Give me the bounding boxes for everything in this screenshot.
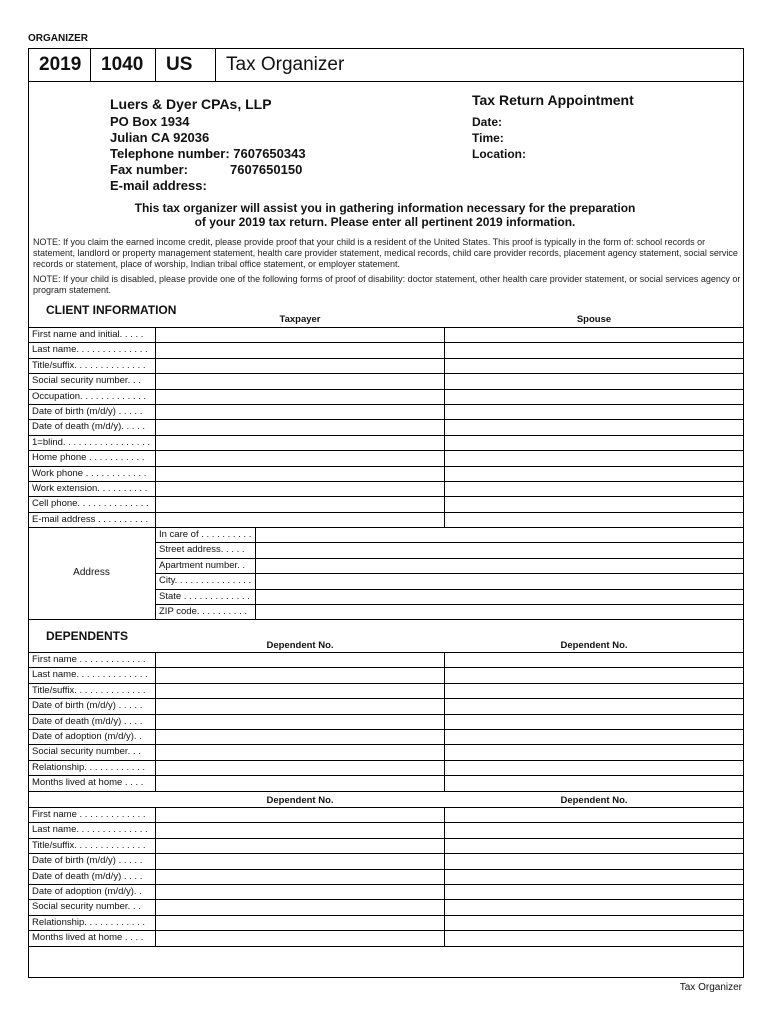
spouse-field[interactable] (445, 512, 744, 527)
note-disabled: NOTE: If your child is disabled, please provide one of the following forms of proof of disability: doctor statement, other health care provider statement, or social services agency or program statement. (33, 274, 741, 295)
spouse-field[interactable] (445, 389, 744, 404)
spouse-field[interactable] (445, 450, 744, 465)
dependent-row-label: Months lived at home . . . . (32, 777, 144, 789)
client-row-label: Date of death (m/d/y). . . . . (32, 421, 145, 433)
dependent-field[interactable] (445, 884, 744, 899)
client-section-title: CLIENT INFORMATION (46, 303, 177, 317)
dependent-row-label: Date of birth (m/d/y) . . . . . (32, 855, 143, 867)
dependent-field[interactable] (445, 667, 744, 682)
rule-line (28, 946, 744, 947)
dependents-section-title: DEPENDENTS (46, 629, 129, 643)
dependent-field[interactable] (445, 744, 744, 759)
dependent-field[interactable] (156, 775, 444, 790)
dependent-field[interactable] (156, 838, 444, 853)
spouse-field[interactable] (445, 327, 744, 342)
rule-line (444, 327, 445, 527)
spouse-field[interactable] (445, 435, 744, 450)
dependent-row-label: Title/suffix. . . . . . . . . . . . . . (32, 839, 146, 851)
spouse-field[interactable] (445, 404, 744, 419)
dependent-field[interactable] (445, 869, 744, 884)
appointment-block (472, 92, 634, 162)
spouse-field[interactable] (445, 481, 744, 496)
taxpayer-field[interactable] (156, 358, 444, 373)
client-row-label: 1=blind. . . . . . . . . . . . . . . . . (32, 436, 151, 448)
appointment-time: Time: (472, 131, 504, 145)
fax-value: 7607650150 (230, 162, 303, 177)
dependent-field[interactable] (156, 884, 444, 899)
form-label: ORGANIZER (28, 33, 88, 44)
rule-line (444, 652, 445, 791)
address-row-label: Apartment number. . (159, 559, 246, 571)
rule-line (155, 807, 156, 946)
appointment-location: Location: (472, 147, 526, 161)
dependent-field[interactable] (445, 930, 744, 945)
address-row-label: City. . . . . . . . . . . . . . . (159, 575, 252, 587)
dep-col-4: Dependent No. (560, 795, 628, 806)
dependent-field[interactable] (156, 822, 444, 837)
intro-line2: of your 2019 tax return. Please enter all pertinent 2019 information. (194, 215, 576, 229)
rule-line (155, 652, 156, 791)
firm-name: Luers & Dyer CPAs, LLP (110, 96, 272, 112)
dependent-field[interactable] (445, 899, 744, 914)
dependent-field[interactable] (445, 807, 744, 822)
intro-text (40, 201, 730, 229)
dependent-row-label: Date of death (m/d/y) . . . . (32, 715, 143, 727)
note-eic: NOTE: If you claim the earned income credit, please provide proof that your child is a resident of the United States. This proof is typically in the form of: school records or statement, landlord or property management statement, health care provider statement, medical records, child care provider records, placement agency statement, social service records or statement, place of worship, Indian tribal office statement, or employer statement. (33, 237, 738, 269)
spouse-field[interactable] (445, 373, 744, 388)
dependent-row-label: Months lived at home . . . . (32, 932, 144, 944)
header-title: Tax Organizer (226, 54, 345, 75)
dependent-field[interactable] (156, 683, 444, 698)
fax-label: Fax number: (110, 162, 189, 177)
dependent-row-label: Date of death (m/d/y) . . . . (32, 870, 143, 882)
rule-line (444, 807, 445, 946)
firm-address1: PO Box 1934 (110, 114, 190, 129)
phone-label: Telephone number: (110, 146, 230, 161)
client-row-label: Date of birth (m/d/y) . . . . . (32, 406, 143, 417)
client-row-label: Work extension. . . . . . . . . . (32, 483, 148, 494)
dependent-row-label: Date of birth (m/d/y) . . . . . (32, 700, 143, 712)
header-country: US (156, 49, 216, 81)
spouse-field[interactable] (445, 466, 744, 481)
dep-col-3: Dependent No. (266, 795, 334, 806)
rule-line (155, 527, 156, 619)
rule-line (28, 619, 744, 620)
dependent-field[interactable] (156, 760, 444, 775)
dependent-field[interactable] (445, 822, 744, 837)
address-row-label: ZIP code. . . . . . . . . . (159, 606, 247, 617)
phone-value: 7607650343 (233, 146, 306, 161)
dependent-field[interactable] (445, 683, 744, 698)
appointment-title: Tax Return Appointment (472, 92, 634, 108)
address-row-label: In care of . . . . . . . . . . (159, 529, 252, 540)
client-grid (28, 327, 744, 623)
spouse-field[interactable] (445, 496, 744, 511)
dependent-field[interactable] (156, 729, 444, 744)
address-field[interactable] (256, 542, 744, 557)
client-row-label: First name and initial. . . . . (32, 329, 144, 340)
spouse-field[interactable] (445, 419, 744, 434)
taxpayer-field[interactable] (156, 327, 444, 342)
address-field[interactable] (256, 527, 744, 542)
address-field[interactable] (256, 604, 744, 619)
rule-line (28, 791, 744, 792)
client-row-label: Social security number. . . (32, 375, 141, 387)
dependents-grid-1 (28, 652, 744, 792)
dependent-row-label: Last name. . . . . . . . . . . . . . (32, 669, 148, 681)
dependent-field[interactable] (445, 714, 744, 729)
header-bar (29, 49, 743, 82)
rule-line (255, 527, 256, 619)
spouse-field[interactable] (445, 358, 744, 373)
dependent-row-label: Date of adoption (m/d/y). . (32, 731, 142, 742)
taxpayer-field[interactable] (156, 342, 444, 357)
client-row-label: Occupation. . . . . . . . . . . . . (32, 390, 147, 402)
client-row-label: Last name. . . . . . . . . . . . . . (32, 344, 148, 356)
dependent-field[interactable] (156, 652, 444, 667)
dependent-field[interactable] (156, 915, 444, 930)
dependent-field[interactable] (445, 853, 744, 868)
dependent-field[interactable] (156, 744, 444, 759)
dependent-row-label: First name . . . . . . . . . . . . . (32, 654, 146, 665)
rule-line (155, 327, 156, 527)
dependent-field[interactable] (156, 869, 444, 884)
dependent-row-label: Relationship. . . . . . . . . . . . (32, 761, 145, 773)
address-label: Address (73, 567, 110, 578)
dependent-row-label: Title/suffix. . . . . . . . . . . . . . (32, 684, 146, 696)
address-row-label: State . . . . . . . . . . . . . (159, 590, 250, 602)
dependent-row-label: Last name. . . . . . . . . . . . . . (32, 824, 148, 836)
taxpayer-field[interactable] (156, 496, 444, 511)
taxpayer-field[interactable] (156, 466, 444, 481)
taxpayer-field[interactable] (156, 450, 444, 465)
spouse-field[interactable] (445, 342, 744, 357)
dependent-field[interactable] (156, 807, 444, 822)
dependent-row-label: Social security number. . . (32, 901, 141, 913)
dep-col-1: Dependent No. (266, 640, 334, 651)
dependent-row-label: Date of adoption (m/d/y). . (32, 886, 142, 897)
dependent-field[interactable] (156, 698, 444, 713)
dependent-field[interactable] (445, 652, 744, 667)
header-form: 1040 (91, 49, 156, 81)
dependent-field[interactable] (156, 899, 444, 914)
address-field[interactable] (256, 558, 744, 573)
dependent-row-label: Social security number. . . (32, 746, 141, 758)
address-field[interactable] (256, 573, 744, 588)
col-taxpayer: Taxpayer (279, 314, 321, 325)
taxpayer-field[interactable] (156, 435, 444, 450)
header-year: 2019 (29, 49, 91, 81)
client-row-label: E-mail address . . . . . . . . . . (32, 513, 149, 525)
firm-block (110, 96, 306, 194)
dependent-row-label: First name . . . . . . . . . . . . . (32, 809, 146, 820)
dep-col-2: Dependent No. (560, 640, 628, 651)
taxpayer-field[interactable] (156, 373, 444, 388)
firm-address2: Julian CA 92036 (110, 130, 210, 145)
dependent-field[interactable] (156, 853, 444, 868)
client-row-label: Cell phone. . . . . . . . . . . . . . (32, 498, 149, 510)
dependent-field[interactable] (156, 930, 444, 945)
taxpayer-field[interactable] (156, 404, 444, 419)
dependents-grid-2 (28, 807, 744, 947)
taxpayer-field[interactable] (156, 389, 444, 404)
dependent-field[interactable] (445, 760, 744, 775)
dependent-field[interactable] (445, 729, 744, 744)
dependent-field[interactable] (156, 667, 444, 682)
col-spouse: Spouse (576, 314, 612, 325)
dependent-field[interactable] (445, 915, 744, 930)
intro-line1: This tax organizer will assist you in gathering information necessary for the preparation (134, 201, 636, 215)
address-row-label: Street address. . . . . (159, 544, 245, 556)
appointment-date: Date: (472, 115, 503, 129)
client-row-label: Work phone . . . . . . . . . . . . (32, 467, 147, 479)
client-row-label: Title/suffix. . . . . . . . . . . . . . (32, 359, 146, 371)
taxpayer-field[interactable] (156, 419, 444, 434)
dependent-row-label: Relationship. . . . . . . . . . . . (32, 916, 145, 928)
dependent-field[interactable] (445, 775, 744, 790)
dependent-field[interactable] (445, 698, 744, 713)
dependent-field[interactable] (445, 838, 744, 853)
taxpayer-field[interactable] (156, 481, 444, 496)
email-label: E-mail address: (110, 178, 207, 193)
taxpayer-field[interactable] (156, 512, 444, 527)
dependent-field[interactable] (156, 714, 444, 729)
address-field[interactable] (256, 589, 744, 604)
client-row-label: Home phone . . . . . . . . . . . (32, 452, 145, 464)
footer-label: Tax Organizer (679, 982, 742, 993)
